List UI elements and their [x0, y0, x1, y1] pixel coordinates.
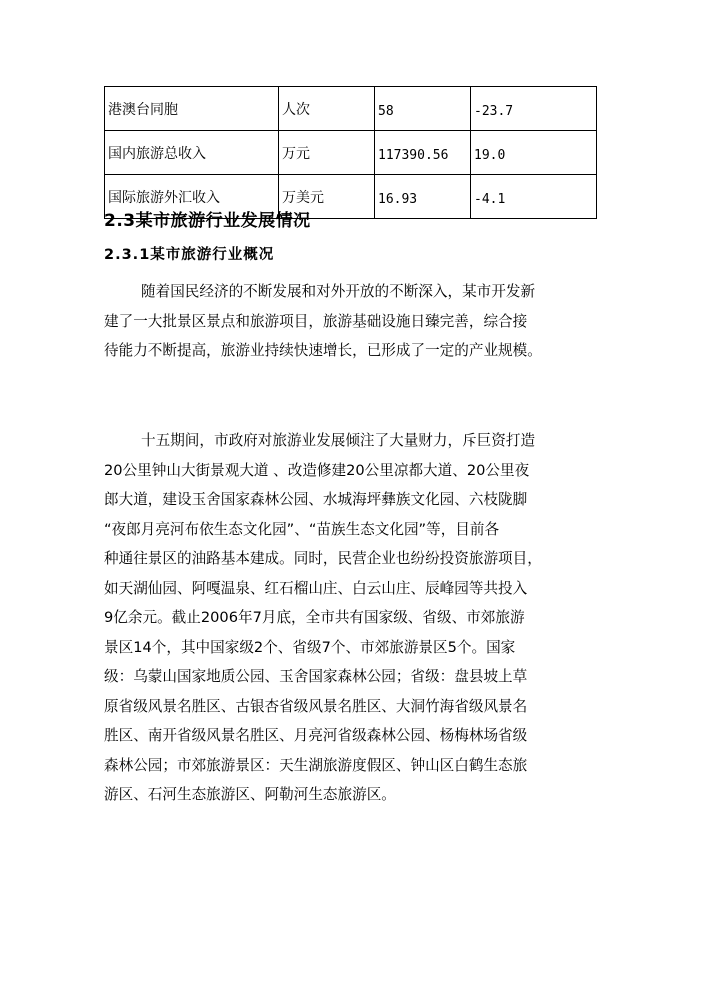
paragraph-line: 9亿余元。截止2006年7月底，全市共有国家级、省级、市郊旅游 [104, 609, 525, 626]
paragraph-line: 游区、石河生态旅游区、阿勒河生态旅游区。 [104, 786, 396, 803]
paragraph-line: 森林公园；市郊旅游景区：天生湖旅游度假区、钟山区白鹤生态旅 [104, 756, 528, 774]
paragraph-line: 随着国民经济的不断发展和对外开放的不断深入，某市开发新 [141, 283, 536, 300]
paragraph-line: 级：乌蒙山国家地质公园、玉舍国家森林公园；省级：盘县坡上草 [104, 668, 528, 685]
table-cell: 国际旅游外汇收入 [105, 175, 279, 219]
section-heading: 2.3某市旅游行业发展情况 [104, 211, 311, 231]
paragraph-line: 胜区、南开省级风景名胜区、月亮河省级森林公园、杨梅林场省级 [104, 727, 528, 744]
table-cell: 万美元 [279, 175, 375, 219]
table-row [105, 131, 597, 175]
table-cell: -23.7 [471, 87, 597, 131]
table-cell: 58 [375, 87, 471, 131]
paragraph-line: 建了一大批景区景点和旅游项目，旅游基础设施日臻完善，综合接 [104, 312, 528, 330]
table-cell: 19.0 [471, 131, 597, 175]
paragraph-line: 十五期间，市政府对旅游业发展倾注了大量财力，斥巨资打造 [141, 432, 536, 449]
table-cell: 港澳台同胞 [105, 87, 279, 131]
table-cell: 国内旅游总收入 [105, 131, 279, 175]
table-row [105, 87, 597, 131]
paragraph-line: 景区14个，其中国家级2个、省级7个、市郊旅游景区5个。国家 [104, 638, 516, 656]
paragraph-line: 种通往景区的油路基本建成。同时，民营企业也纷纷投资旅游项目， [104, 550, 542, 567]
table-cell: -4.1 [471, 175, 597, 219]
tourism-statistics-table [104, 86, 597, 219]
paragraph-line: 待能力不断提高，旅游业持续快速增长，已形成了一定的产业规模。 [104, 342, 542, 359]
subsection-heading: 2.3.1某市旅游行业概况 [104, 247, 275, 263]
paragraph-line: 如天湖仙园、阿嘎温泉、红石榴山庄、白云山庄、辰峰园等共投入 [104, 579, 528, 597]
table-cell: 16.93 [375, 175, 471, 219]
paragraph-investment [104, 426, 604, 810]
paragraph-line: 20公里钟山大街景观大道 、改造修建20公里凉都大道、20公里夜 [104, 461, 530, 479]
paragraph-line: 原省级风景名胜区、古银杏省级风景名胜区、大洞竹海省级风景名 [104, 697, 528, 715]
table-cell: 人次 [279, 87, 375, 131]
paragraph-line: 郎大道，建设玉舍国家森林公园、水城海坪彝族文化园、六枝陇脚 [104, 491, 528, 508]
paragraph-overview [104, 277, 604, 366]
table-cell: 万元 [279, 131, 375, 175]
paragraph-line: “夜郎月亮河布依生态文化园”、“苗族生态文化园”等，目前各 [104, 520, 500, 538]
table-cell: 117390.56 [375, 131, 471, 175]
